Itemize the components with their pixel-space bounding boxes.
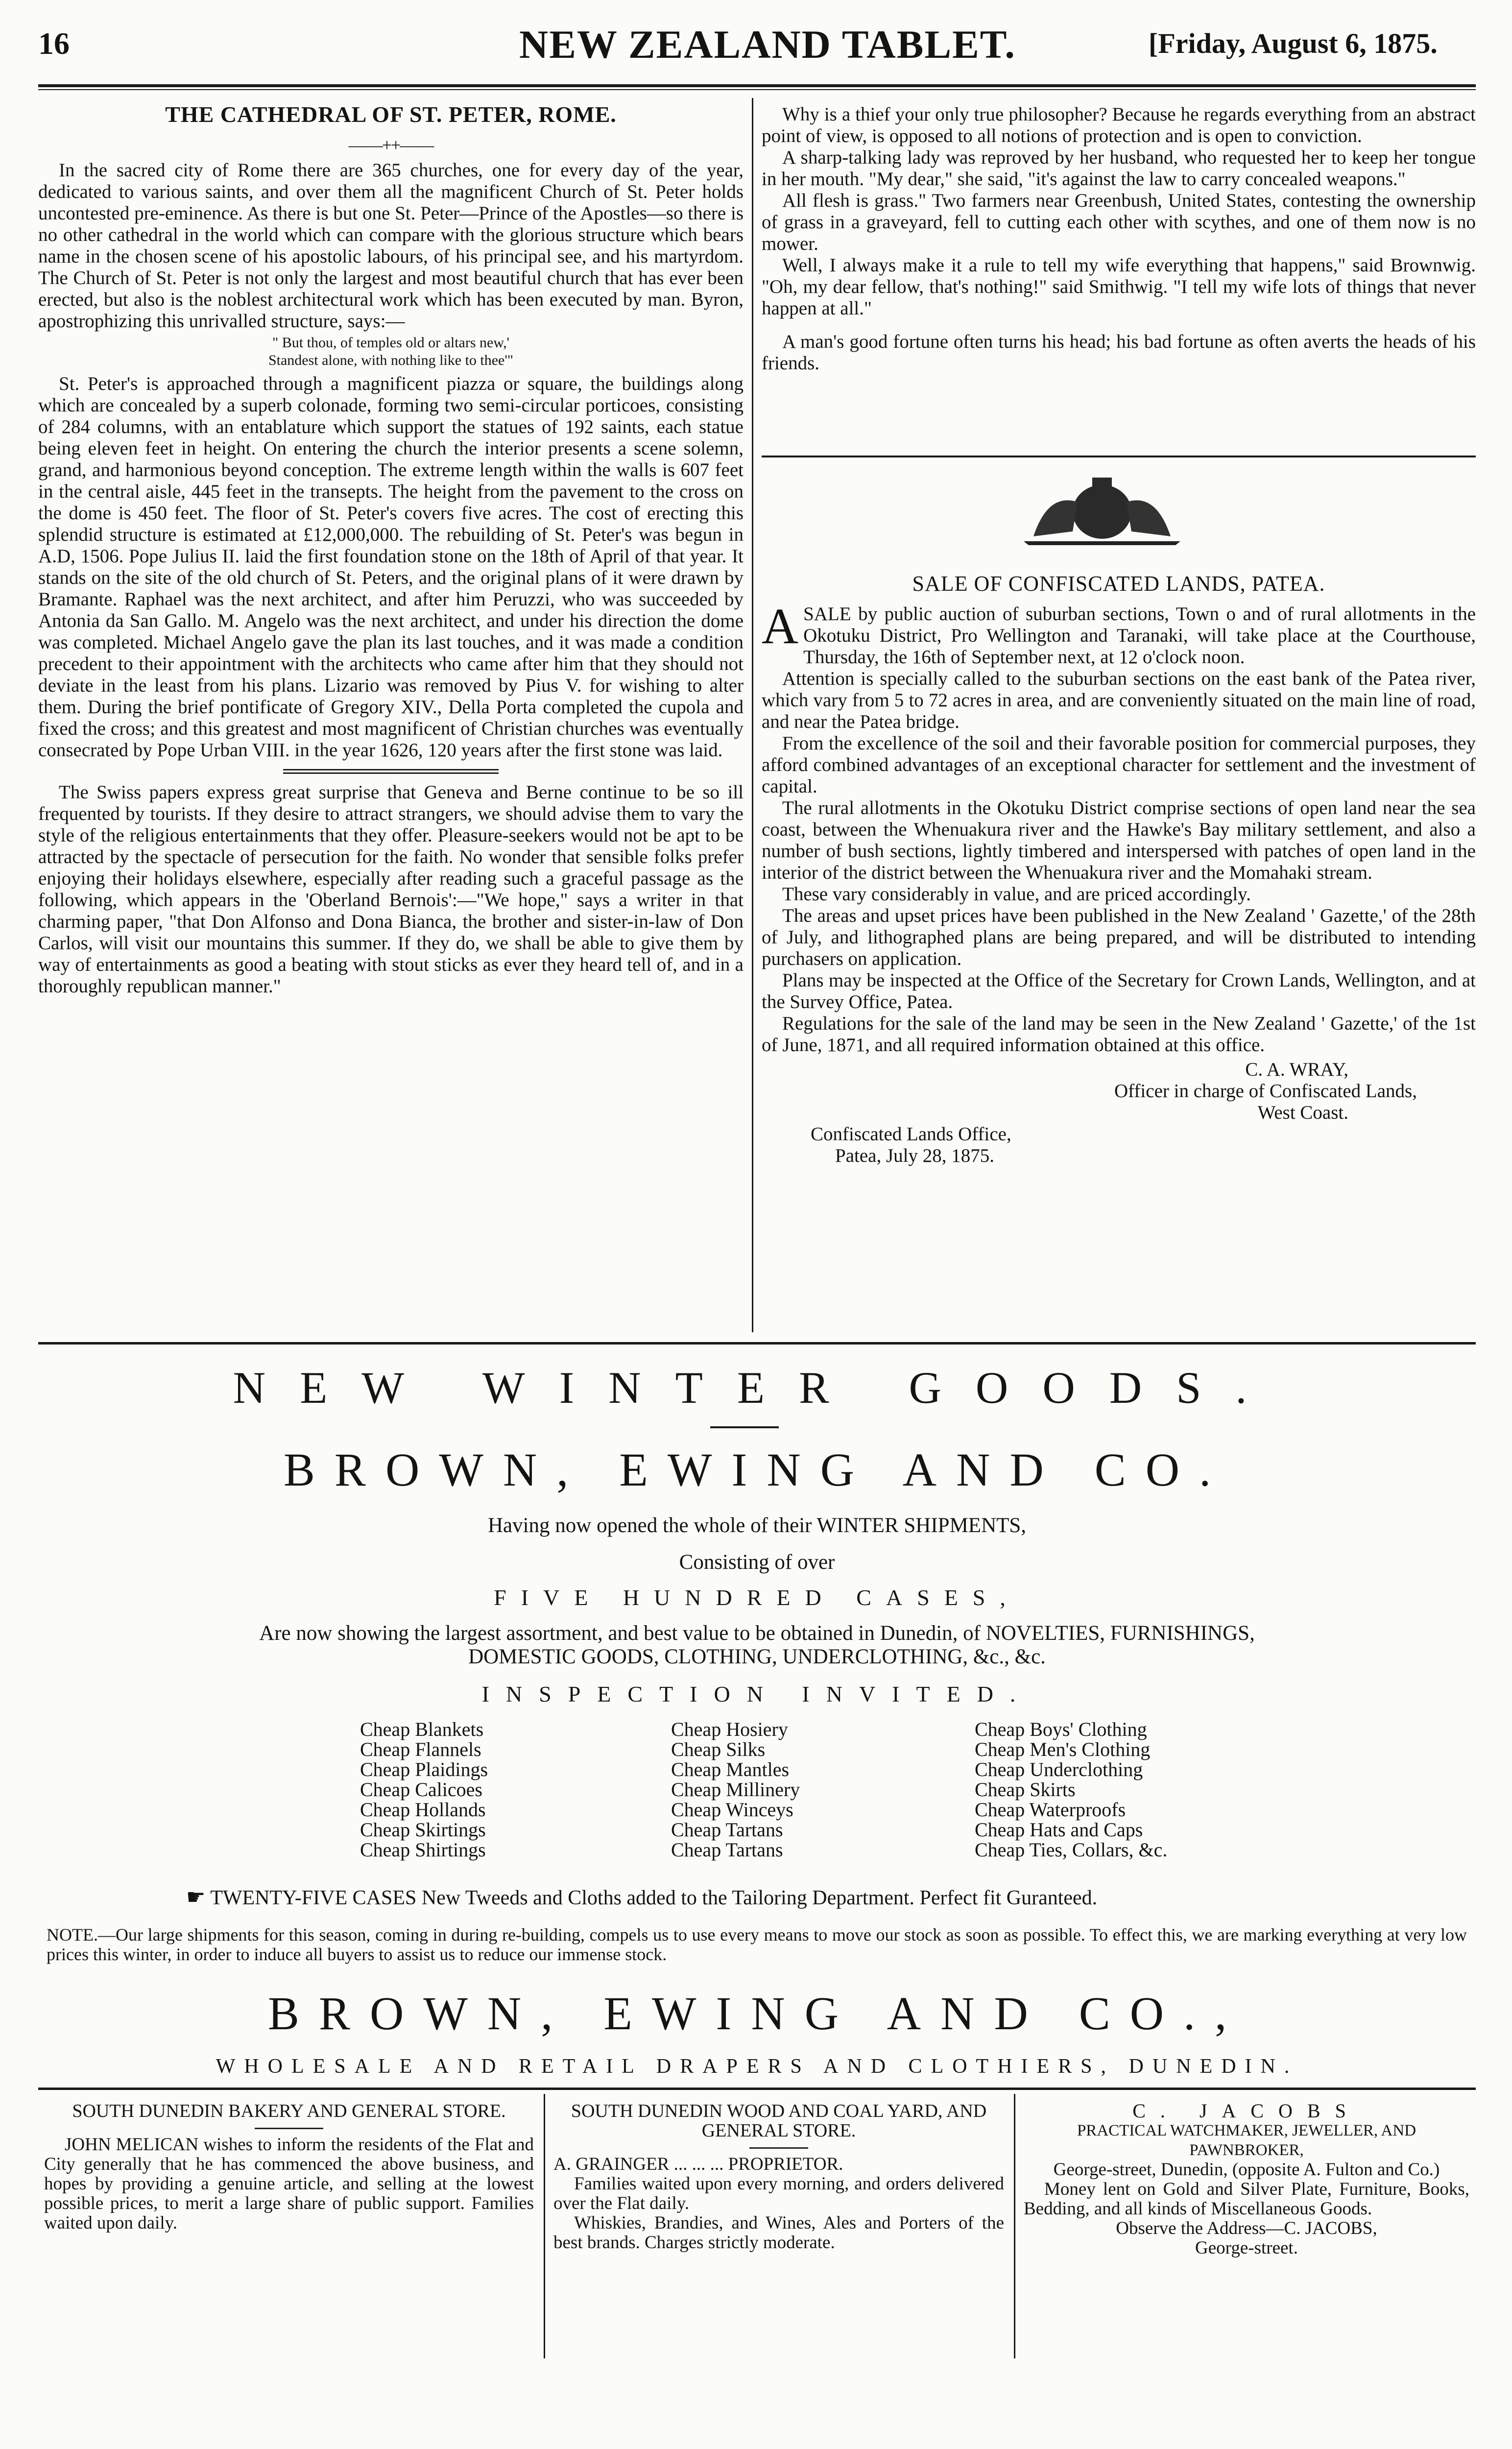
list-item: Cheap Underclothing [975,1758,1143,1780]
woodyard-heading: SOUTH DUNEDIN WOOD AND COAL YARD, AND GENERAL STORE. [571,2101,987,2141]
list-item: Cheap Shirtings [360,1839,486,1861]
winter-note: NOTE.—Our large shipments for this season, coming in during re-building, compels us to use every means to move our stock as soon as possible. To effect this, we are marking everything at very low prices this winter, in order to induce all buyers to assist us to reduce our immense stock. [47,1925,1467,1964]
winter-line-1: Having now opened the whole of their WINTER SHIPMENTS, [487,1514,1027,1537]
list-item: Cheap Boys' Clothing [975,1718,1147,1740]
list-column-1 [360,1719,488,1860]
sale-paragraph-8: Regulations for the sale of the land may be seen in the New Zealand ' Gazette,' of the 1st of June, 1871, and all required information obtained at this office. [762,1013,1476,1056]
sale-notice [762,573,1476,1167]
list-item: Cheap Skirts [975,1778,1076,1801]
cathedral-heading: THE CATHEDRAL OF ST. PETER, ROME. [165,102,617,127]
list-item: Cheap Hollands [360,1799,486,1821]
sale-paragraph-7: Plans may be inspected at the Office of the Secretary for Crown Lands, Wellington, and at the Survey Office, Patea. [762,970,1476,1012]
header-rule-thin [38,89,1476,90]
list-item: Cheap Calicoes [360,1778,482,1801]
joke-wife: Well, I always make it a rule to tell my wife everything that happens," said Brownwig. "Oh, my dear fellow, that's nothing!" said Smithwig. "I tell my wife lots of things that never happen at all." [762,255,1476,319]
inspection-invited: INSPECTION INVITED. [481,1681,1032,1706]
cathedral-paragraph-2: St. Peter's is approached through a magnificent piazza or square, the buildings along which are concealed by a superb colonade, forming two semi-circular porticoes, consisting of 284 columns, with an entablature which support the statues of 192 saints, each statue being eleven feet in height. On entering the church the interior presents a scene solemn, grand, and harmonious beyond conception. The extreme length within the walls is 607 feet in the central aisle, 445 feet in the transepts. The height from the pavement to the cross on the dome is 450 feet. The floor of St. Peter's covers five acres. The cost of erecting this splendid structure is estimated at £12,000,000. The rebuilding of St. Peter's was begun in A.D, 1506. Pope Julius II. laid the first foundation stone on the 18th of April of that year. It stands on the site of the old church of St. Peters, and the original plans of it were drawn by Bramante. Raphael was the next architect, and after him Peruzzi, who was succeeded by Antonia da San Gallo. M. Angelo was the next architect, and under his direction the dome was completed. Michael Angelo gave the plan its last touches, and it was made a condition precedent to their appointment with the architects who came after him that they should not deviate in the least from his plans. Lizario was removed by Pius V. for wishing to alter them. During the brief pontificate of Gregory XIV., Della Porta completed the cupola and fixed the cross; and this greatest and most magnificent of Christian churches was eventually consecrated by Pope Urban VIII. in the year 1626, 120 years after the first stone was laid. [38,373,744,761]
sale-top-rule [762,456,1476,457]
list-item: Cheap Tartans [671,1839,783,1861]
sale-paragraph-5: These vary considerably in value, and are priced accordingly. [782,884,1251,905]
cathedral-article [38,104,744,997]
winter-line-3: FIVE HUNDRED CASES, [494,1585,1020,1610]
header-rule [38,84,1476,87]
swiss-paragraph: The Swiss papers express great surprise that Geneva and Berne continue to be so ill frequented by tourists. If they desire to attract strangers, we should advise them to vary the style of the religious entertainments that they offer. Pleasure-seekers would not be apt to be attracted by the spectacle of persecution for the faith. No wonder that sensible folks prefer enjoying their holidays elsewhere, especially after reading such a graceful passage as the following, which appears in the 'Oberland Bernois':—"We hope," says a writer in that charming paper, "that Don Alfonso and Dona Bianca, the brother and sister-in-law of Don Carlos, will visit our mountains this summer. If they do, we shall be able to give them by way of entertainments as good a beating with stout sticks as ever they heard tell of, and in a thoroughly republican manner." [38,782,744,997]
woodyard-ad [553,2101,1004,2253]
pointing-hand-icon: ☛ [186,1885,206,1909]
list-item: Cheap Millinery [671,1778,800,1801]
bakery-ad [44,2101,534,2233]
jacobs-address: George-street, Dunedin, (opposite A. Fulton and Co.) [1053,2160,1440,2180]
list-item: Cheap Men's Clothing [975,1738,1151,1760]
byron-quote: " But thou, of temples old or altars new,' Standest alone, with nothing like to thee'" [268,335,514,368]
bakery-text: JOHN MELICAN wishes to inform the residents of the Flat and City generally that he has commenced the above business, and hopes by providing a genuine article, and selling at the lowest possible prices, to merit a large share of public support. Families waited upon daily. [44,2135,534,2233]
winter-title: NEW WINTER GOODS. [233,1363,1281,1413]
sale-heading: SALE OF CONFISCATED LANDS, PATEA. [912,572,1325,596]
joke-tongue: A sharp-talking lady was reproved by her husband, who requested her to keep her tongue in her mouth. "My dear," she said, "it's against the law to carry concealed weapons." [762,147,1476,190]
winter-top-rule [38,1342,1476,1345]
list-item: Cheap Waterproofs [975,1799,1126,1821]
joke-grass: All flesh is grass." Two farmers near Greenbush, United States, contesting the ownership of grass in a graveyard, fell to cutting each other with scythes, and one of them now is no mower. [762,190,1476,254]
sale-office: Confiscated Lands Office, [811,1124,1011,1145]
list-item: Cheap Skirtings [360,1819,486,1841]
section-divider [38,769,744,774]
issue-date: [Friday, August 6, 1875. [1149,27,1438,59]
woodyard-text: Families waited upon every morning, and orders delivered over the Flat daily. [553,2174,1004,2213]
sale-dropcap: A [762,598,799,654]
woodyard-proprietor: A. GRAINGER ... ... ... PROPRIETOR. [553,2154,843,2174]
joke-fortune: A man's good fortune often turns his head; his bad fortune as often averts the heads of his friends. [762,331,1476,374]
royal-crest-icon [1014,473,1190,546]
sale-paragraph-6: The areas and upset prices have been published in the New Zealand ' Gazette,' of the 28th of July, and lithographed plans are being prepared, and will be distributed to intending purchasers on application. [762,905,1476,969]
list-item: Cheap Hats and Caps [975,1819,1143,1841]
masthead-title: NEW ZEALAND TABLET. [519,22,1016,67]
list-item: Cheap Plaidings [360,1758,488,1780]
page-number: 16 [38,26,70,61]
jacobs-trade: PRACTICAL WATCHMAKER, JEWELLER, AND PAWNBROKER, [1077,2122,1416,2159]
list-column-3 [975,1719,1167,1860]
heading-ornament: ——++—— [348,135,433,155]
winter-footer: WHOLESALE AND RETAIL DRAPERS AND CLOTHIERS, DUNEDIN. [216,2055,1298,2078]
ad-divider-2 [1014,2094,1015,2358]
sale-signature-region: West Coast. [1257,1102,1348,1123]
jokes-column [762,104,1476,374]
column-divider [752,98,753,1332]
ad-divider-1 [544,2094,545,2358]
cathedral-paragraph-1: In the sacred city of Rome there are 365 churches, one for every day of the year, dedicated to various saints, and over them all the magnificent Church of St. Peter holds uncontested pre-eminence. As there is but one St. Peter—Prince of the Apostles—so there is no other cathedral in the world which can compare with the glorious structure which bears name in the chosen scene of his apostolic labours, of his principal see, and his martyrdom. The Church of St. Peter is not only the largest and most beautiful church that has ever been erected, but also is the noblest architectural work which has been executed by man. Byron, apostrophizing this unrivalled structure, says:— [38,160,744,332]
list-item: Cheap Tartans [671,1819,783,1841]
sale-paragraph-4: The rural allotments in the Okotuku District comprise sections of open land near the sea coast, between the Whenuakura river and the Hawke's Bay military settlement, and also a number of bush sections, lightly timbered and interspersed with patches of open land in the interior of the district between the Whenuakura river and the Momahaki stream. [762,797,1476,883]
list-item: Cheap Silks [671,1738,766,1760]
jacobs-text: Money lent on Gold and Silver Plate, Furniture, Books, Bedding, and all kinds of Miscellaneous Goods. [1024,2179,1469,2219]
sale-paragraph-1: SALE by public auction of suburban sections, Town o and of rural allotments in the Okotuku District, Pro Wellington and Taranaki, will take place at the Courthouse, Thursday, the 16th of September next, at 12 o'clock noon. [803,603,1476,668]
winter-line-4: Are now showing the largest assortment, and best value to be obtained in Dunedin, of NOVELTIES, FURNISHINGS, [259,1622,1255,1645]
tailoring-line: ☛ TWENTY-FIVE CASES New Tweeds and Cloths added to the Tailoring Department. Perfect fit Guranteed. [186,1885,1098,1909]
sale-place-date: Patea, July 28, 1875. [835,1145,994,1166]
winter-firm-name: BROWN, EWING AND CO. [283,1443,1231,1496]
winter-firm-name-2: BROWN, EWING AND CO., [267,1987,1247,2040]
jacobs-street: George-street. [1195,2238,1298,2258]
list-item: Cheap Mantles [671,1758,790,1780]
list-item: Cheap Hosiery [671,1718,788,1740]
list-item: Cheap Flannels [360,1738,481,1760]
jacobs-ad [1024,2101,1469,2258]
list-item: Cheap Ties, Collars, &c. [975,1839,1168,1861]
joke-thief: Why is a thief your only true philosopher? Because he regards everything from an abstract point of view, is opposed to all notions of protection and is open to conviction. [762,104,1476,146]
woodyard-text-2: Whiskies, Brandies, and Wines, Ales and Porters of the best brands. Charges strictly moderate. [553,2213,1004,2253]
list-column-2 [671,1719,800,1860]
sale-signature-title: Officer in charge of Confiscated Lands, [1114,1080,1417,1102]
list-item: Cheap Winceys [671,1799,793,1821]
bakery-heading: SOUTH DUNEDIN BAKERY AND GENERAL STORE. [72,2101,506,2121]
winter-title-rule [710,1426,779,1428]
bottom-ads-rule [38,2088,1476,2090]
winter-line-2: Consisting of over [679,1551,835,1574]
sale-signature-name: C. A. WRAY, [1245,1059,1348,1080]
list-item: Cheap Blankets [360,1718,484,1740]
jacobs-observe: Observe the Address—C. JACOBS, [1116,2218,1377,2238]
sale-paragraph-3: From the excellence of the soil and their favorable position for commercial purposes, they afford combined advantages of an exceptional character for settlement and the investment of capital. [762,733,1476,797]
sale-paragraph-2: Attention is specially called to the suburban sections on the east bank of the Patea river, which vary from 5 to 72 acres in area, and are conveniently situated on the main line of road, and near the Patea bridge. [762,668,1476,732]
winter-line-5: DOMESTIC GOODS, CLOTHING, UNDERCLOTHING, &c., &c. [468,1645,1046,1668]
jacobs-heading: C. JACOBS [1132,2100,1361,2122]
